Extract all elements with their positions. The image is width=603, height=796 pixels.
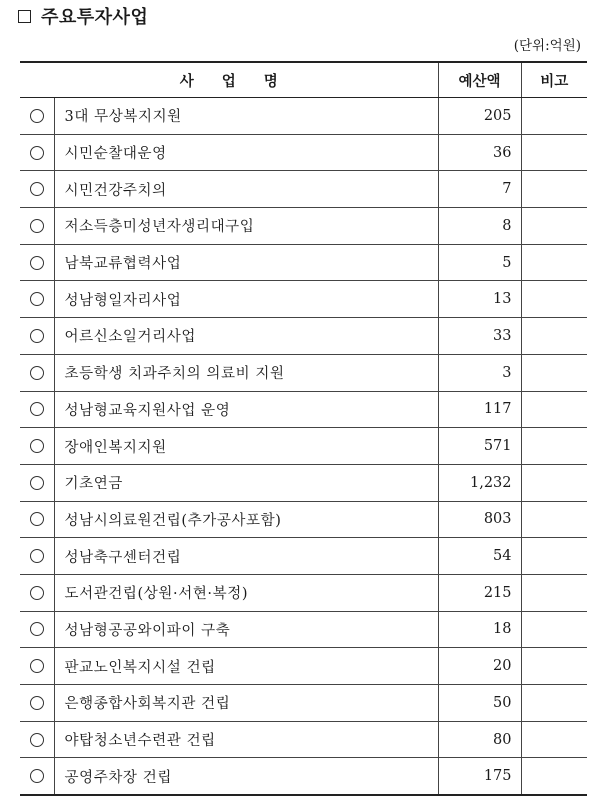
row-bullet <box>20 98 54 135</box>
project-name-cell: 성남축구센터건립 <box>54 538 438 575</box>
section-heading <box>18 4 148 28</box>
project-name-cell: 도서관건립(상원·서현·복정) <box>54 574 438 611</box>
budget-cell: 50 <box>438 685 521 722</box>
header-budget: 예산액 <box>438 62 521 98</box>
budget-cell: 215 <box>438 574 521 611</box>
row-bullet <box>20 501 54 538</box>
circle-bullet-icon <box>30 476 44 490</box>
note-cell <box>521 648 587 685</box>
note-cell <box>521 354 587 391</box>
circle-bullet-icon <box>30 402 44 416</box>
circle-bullet-icon <box>30 366 44 380</box>
row-bullet <box>20 685 54 722</box>
circle-bullet-icon <box>30 769 44 783</box>
row-bullet <box>20 538 54 575</box>
budget-cell: 20 <box>438 648 521 685</box>
budget-cell: 175 <box>438 758 521 795</box>
row-bullet <box>20 611 54 648</box>
note-cell <box>521 758 587 795</box>
note-cell <box>521 574 587 611</box>
budget-cell: 8 <box>438 208 521 245</box>
table-row <box>20 391 587 428</box>
circle-bullet-icon <box>30 512 44 526</box>
budget-cell: 13 <box>438 281 521 318</box>
table-row <box>20 538 587 575</box>
project-name-cell: 남북교류협력사업 <box>54 244 438 281</box>
project-name-cell: 시민건강주치의 <box>54 171 438 208</box>
header-note: 비고 <box>521 62 587 98</box>
budget-cell: 33 <box>438 318 521 355</box>
note-cell <box>521 391 587 428</box>
project-name-cell: 성남시의료원건립(추가공사포함) <box>54 501 438 538</box>
row-bullet <box>20 464 54 501</box>
project-name-cell: 야탑청소년수련관 건립 <box>54 721 438 758</box>
row-bullet <box>20 391 54 428</box>
project-name-cell: 은행종합사회복지관 건립 <box>54 685 438 722</box>
table-row <box>20 98 587 135</box>
header-project-name: 사업명 <box>20 62 438 98</box>
table-row <box>20 464 587 501</box>
note-cell <box>521 464 587 501</box>
row-bullet <box>20 134 54 171</box>
note-cell <box>521 208 587 245</box>
row-bullet <box>20 208 54 245</box>
budget-cell: 7 <box>438 171 521 208</box>
circle-bullet-icon <box>30 549 44 563</box>
row-bullet <box>20 428 54 465</box>
row-bullet <box>20 244 54 281</box>
budget-cell: 3 <box>438 354 521 391</box>
note-cell <box>521 428 587 465</box>
table-row <box>20 758 587 795</box>
table-row <box>20 318 587 355</box>
budget-cell: 1,232 <box>438 464 521 501</box>
budget-cell: 54 <box>438 538 521 575</box>
project-name-cell: 초등학생 치과주치의 의료비 지원 <box>54 354 438 391</box>
note-cell <box>521 685 587 722</box>
investment-table <box>20 61 587 796</box>
table-row <box>20 244 587 281</box>
square-bullet-icon <box>18 10 31 23</box>
note-cell <box>521 318 587 355</box>
note-cell <box>521 281 587 318</box>
project-name-cell: 성남형일자리사업 <box>54 281 438 318</box>
project-name-cell: 공영주차장 건립 <box>54 758 438 795</box>
circle-bullet-icon <box>30 586 44 600</box>
note-cell <box>521 134 587 171</box>
budget-cell: 36 <box>438 134 521 171</box>
project-name-cell: 기초연금 <box>54 464 438 501</box>
circle-bullet-icon <box>30 733 44 747</box>
row-bullet <box>20 281 54 318</box>
note-cell <box>521 171 587 208</box>
note-cell <box>521 611 587 648</box>
row-bullet <box>20 318 54 355</box>
project-name-cell: 장애인복지지원 <box>54 428 438 465</box>
budget-cell: 5 <box>438 244 521 281</box>
project-name-cell: 성남형공공와이파이 구축 <box>54 611 438 648</box>
table-row <box>20 171 587 208</box>
table-row <box>20 208 587 245</box>
section-title: 주요투자사업 <box>41 7 149 28</box>
budget-cell: 18 <box>438 611 521 648</box>
table-row <box>20 611 587 648</box>
table-row <box>20 134 587 171</box>
circle-bullet-icon <box>30 182 44 196</box>
project-name-cell: 어르신소일거리사업 <box>54 318 438 355</box>
table-row <box>20 281 587 318</box>
circle-bullet-icon <box>30 109 44 123</box>
unit-note: (단위:억원) <box>513 38 581 54</box>
circle-bullet-icon <box>30 292 44 306</box>
table-row <box>20 428 587 465</box>
project-name-cell: 판교노인복지시설 건립 <box>54 648 438 685</box>
budget-cell: 803 <box>438 501 521 538</box>
budget-cell: 205 <box>438 98 521 135</box>
table-row <box>20 574 587 611</box>
circle-bullet-icon <box>30 256 44 270</box>
circle-bullet-icon <box>30 659 44 673</box>
circle-bullet-icon <box>30 439 44 453</box>
project-name-cell: 저소득층미성년자생리대구입 <box>54 208 438 245</box>
row-bullet <box>20 354 54 391</box>
note-cell <box>521 501 587 538</box>
table-header-row <box>20 62 587 98</box>
row-bullet <box>20 758 54 795</box>
project-name-cell: 3대 무상복지지원 <box>54 98 438 135</box>
row-bullet <box>20 721 54 758</box>
budget-cell: 117 <box>438 391 521 428</box>
table-row <box>20 721 587 758</box>
row-bullet <box>20 648 54 685</box>
note-cell <box>521 244 587 281</box>
budget-cell: 80 <box>438 721 521 758</box>
project-name-cell: 성남형교육지원사업 운영 <box>54 391 438 428</box>
circle-bullet-icon <box>30 329 44 343</box>
budget-cell: 571 <box>438 428 521 465</box>
circle-bullet-icon <box>30 219 44 233</box>
circle-bullet-icon <box>30 622 44 636</box>
table-row <box>20 501 587 538</box>
circle-bullet-icon <box>30 696 44 710</box>
project-name-cell: 시민순찰대운영 <box>54 134 438 171</box>
table-row <box>20 685 587 722</box>
row-bullet <box>20 171 54 208</box>
note-cell <box>521 721 587 758</box>
note-cell <box>521 98 587 135</box>
circle-bullet-icon <box>30 146 44 160</box>
note-cell <box>521 538 587 575</box>
table-row <box>20 648 587 685</box>
row-bullet <box>20 574 54 611</box>
table-row <box>20 354 587 391</box>
